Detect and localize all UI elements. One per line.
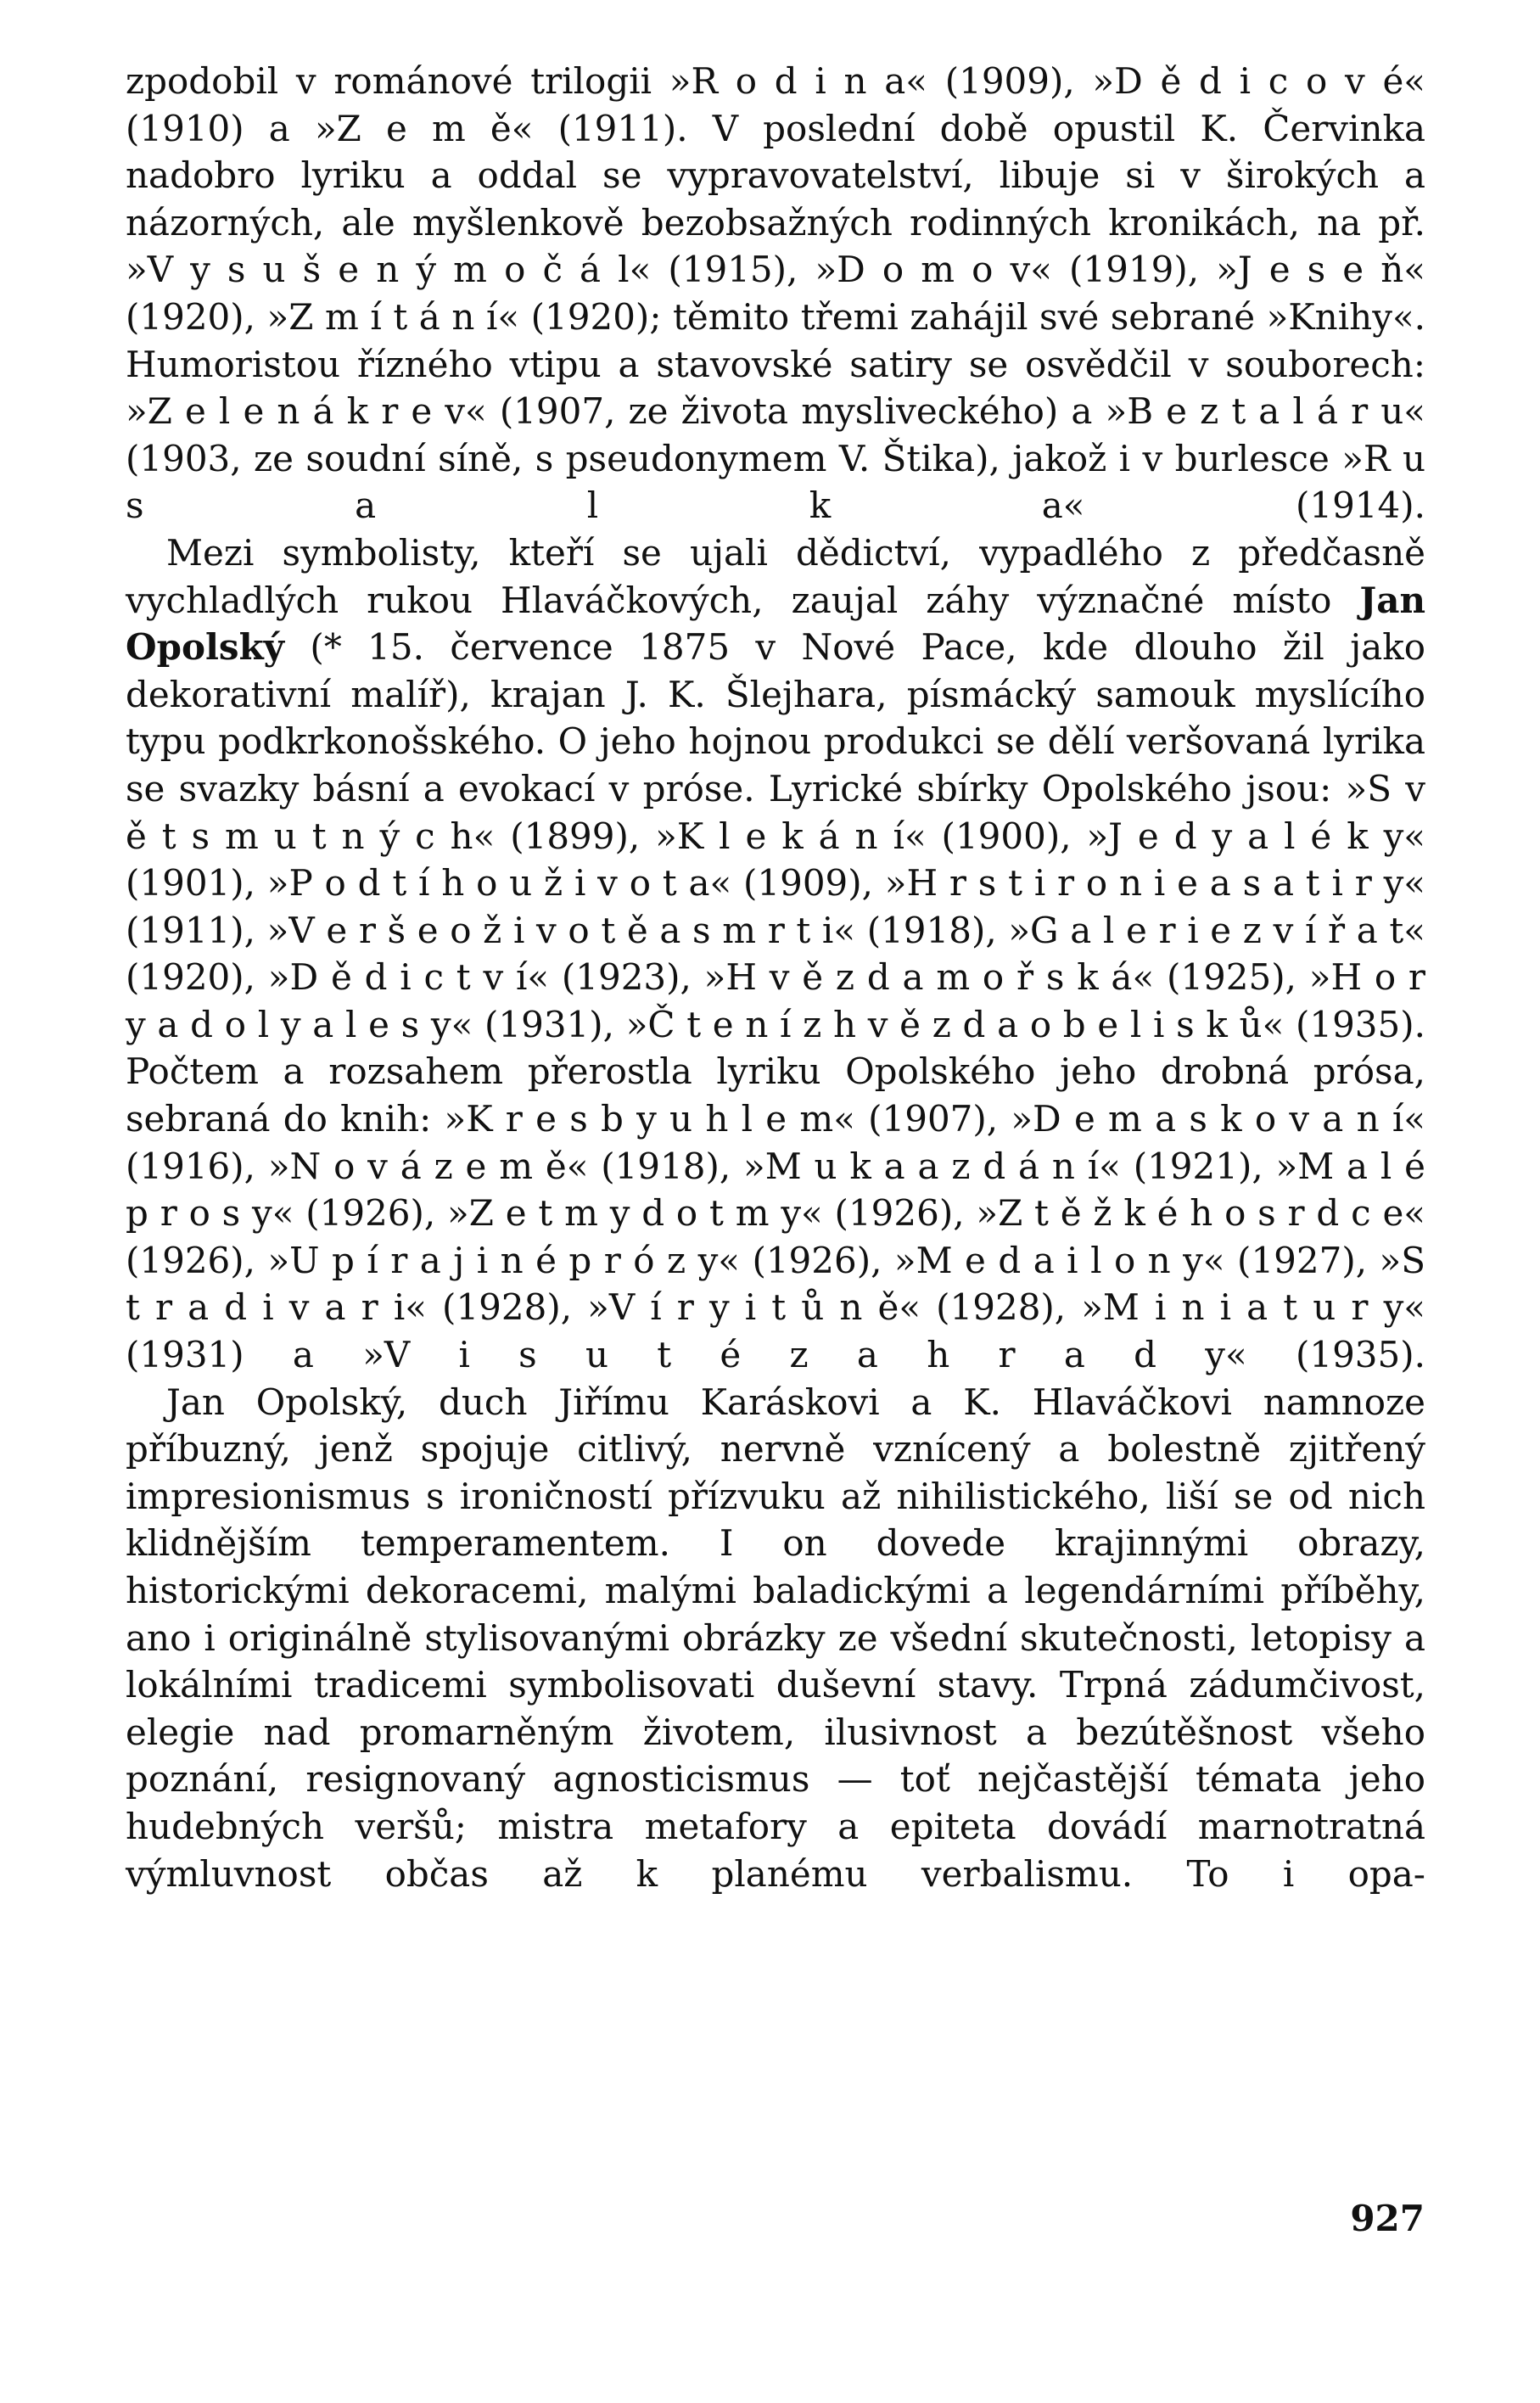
paragraph-3: Jan Opolský, duch Jiřímu Karáskovi a K. Hlaváčkovi namnoze příbuzný, jenž spojuje citlivý, nervně vznícený a bolestně zjitřený impresionismus s ironičností přízvuku až nihilistického, liší se od nich klidnějším temperamentem. I on dovede krajinnými obrazy, historickými dekoracemi, malými baladickými a legendárními příběhy, ano i originálně stylisovanými obrázky ze všední skutečnosti, letopisy a lokálními tradicemi symbolisovati duševní stavy. Trpná zádumčivost, elegie nad promarněným životem, ilusivnost a bezútěšnost všeho poznání, resignovaný agnosticismus — toť nejčastější témata jeho hudebných veršů; mistra metafory a epiteta dovádí marnotratná výmluvnost občas až k planému verbalismu. To i opa- bbox=[126, 1381, 1425, 1895]
page-body bbox=[126, 58, 1425, 1897]
paragraph-1: zpodobil v románové trilogii »R o d i n a« (1909), »D ě d i c o v é« (1910) a »Z e m ě« (1911). V poslední době opustil K. Červinka nadobro lyriku a oddal se vypravovatelství, libuje si v širokých a názorných, ale myšlenkově bezobsažných rodinných kronikách, na př. »V y s u š e n ý m o č á l« (1915), »D o m o v« (1919), »J e s e ň« (1920), »Z m í t á n í« (1920); těmito třemi zahájil své sebrané »Knihy«. Humoristou řízného vtipu a stavovské satiry se osvědčil v souborech: »Z e l e n á k r e v« (1907, ze života mysliveckého) a »B e z t a l á r u« (1903, ze soudní síně, s pseudonymem V. Štika), jakož i v burlesce »R u s a l k a« (1914). bbox=[126, 60, 1425, 527]
paragraph-2-text-before: Mezi symbolisty, kteří se ujali dědictví, vypadlého z předčasně vychladlých rukou Hlaváčkových, zaujal záhy význačné místo bbox=[126, 531, 1425, 621]
author-name: Jan Opolský bbox=[126, 579, 1425, 669]
paragraph-2 bbox=[126, 529, 1425, 1379]
paragraph-2-text-after: (* 15. července 1875 v Nové Pace, kde dlouho žil jako dekorativní malíř), krajan J. K. Šlejhara, písmácký samouk myslícího typu podkrkonošského. O jeho hojnou produkci se dělí veršovaná lyrika se svazky básní a evokací v próse. Lyrické sbírky Opolského jsou: »S v ě t s m u t n ý c h« (1899), »K l e k á n í« (1900), »J e d y a l é k y« (1901), »P o d t í h o u ž i v o t a« (1909), »H r s t i r o n i e a s a t i r y« (1911), »V e r š e o ž i v o t ě a s m r t i« (1918), »G a l e r i e z v í ř a t« (1920), »D ě d i c t v í« (1923), »H v ě z d a m o ř s k á« (1925), »H o r y a d o l y a l e s y« (1931), »Č t e n í z h v ě z d a o b e l i s k ů« (1935). Počtem a rozsahem přerostla lyriku Opolského jeho drobná prósa, sebraná do knih: »K r e s b y u h l e m« (1907), »D e m a s k o v a n í« (1916), »N o v á z e m ě« (1918), »M u k a a z d á n í« (1921), »M a l é p r o s y« (1926), »Z e t m y d o t m y« (1926), »Z t ě ž k é h o s r d c e« (1926), »U p í r a j i n é p r ó z y« (1926), »M e d a i l o n y« (1927), »S t r a d i v a r i« (1928), »V í r y i t ů n ě« (1928), »M i n i a t u r y« (1931) a »V i s u t é z a h r a d y« (1935). bbox=[126, 626, 1425, 1376]
page-number: 927 bbox=[1350, 2198, 1425, 2239]
